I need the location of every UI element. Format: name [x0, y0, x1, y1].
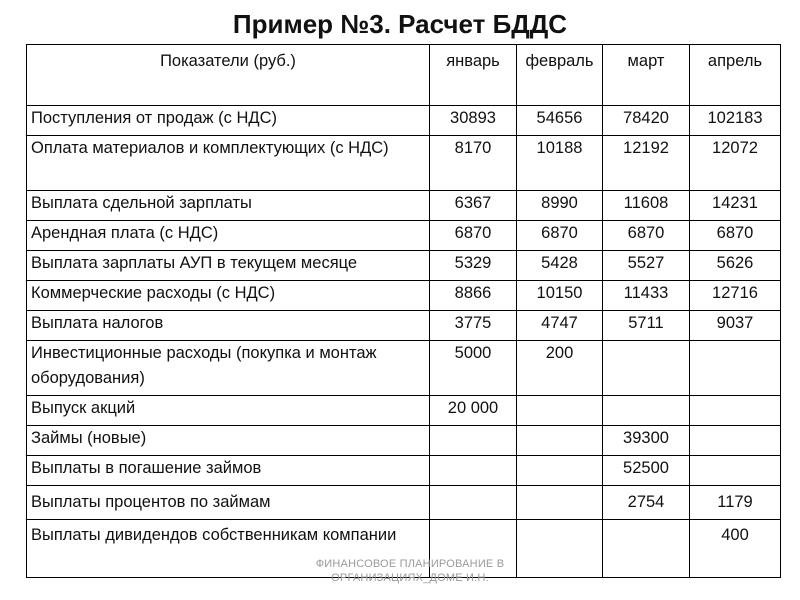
cell-april: 12072: [690, 136, 781, 191]
row-label: Выплаты в погашение займов: [27, 456, 430, 486]
cell-april: 6870: [690, 221, 781, 251]
cell-february: [517, 396, 603, 426]
cell-february: [517, 520, 603, 578]
cell-february: 10188: [517, 136, 603, 191]
row-label: Выплаты процентов по займам: [27, 486, 430, 520]
header-january: январь: [430, 45, 517, 106]
cell-april: 14231: [690, 191, 781, 221]
cell-january: 5000: [430, 341, 517, 396]
cell-march: 78420: [603, 106, 690, 136]
cell-march: 6870: [603, 221, 690, 251]
row-label: Займы (новые): [27, 426, 430, 456]
header-february: февраль: [517, 45, 603, 106]
cell-april: 400: [690, 520, 781, 578]
row-label: Выплаты дивидендов собственникам компании: [27, 520, 430, 578]
table-row: [27, 396, 781, 426]
footer-watermark: ФИНАНСОВОЕ ПЛАНИРОВАНИЕ В ОРГАНИЗАЦИЯХ_ДОМЕ И.Н.: [315, 558, 505, 584]
table-row: [27, 426, 781, 456]
bdds-table: [26, 44, 781, 578]
cell-january: 8866: [430, 281, 517, 311]
cell-january: 20 000: [430, 396, 517, 426]
table-row: [27, 311, 781, 341]
cell-april: [690, 341, 781, 396]
cell-february: 6870: [517, 221, 603, 251]
table-row: [27, 281, 781, 311]
cell-february: 5428: [517, 251, 603, 281]
cell-february: 8990: [517, 191, 603, 221]
cell-april: 1179: [690, 486, 781, 520]
cell-april: 9037: [690, 311, 781, 341]
cell-january: 6367: [430, 191, 517, 221]
cell-march: 5527: [603, 251, 690, 281]
table-row: [27, 456, 781, 486]
row-label: Выпуск акций: [27, 396, 430, 426]
cell-april: 5626: [690, 251, 781, 281]
cell-february: 4747: [517, 311, 603, 341]
table-row: [27, 341, 781, 396]
row-label: Выплата налогов: [27, 311, 430, 341]
table-header-row: [27, 45, 781, 106]
row-label: Оплата материалов и комплектующих (с НДС): [27, 136, 430, 191]
row-label: Выплата зарплаты АУП в текущем месяце: [27, 251, 430, 281]
cell-january: 8170: [430, 136, 517, 191]
cell-january: 6870: [430, 221, 517, 251]
table-row: [27, 191, 781, 221]
cell-march: 11608: [603, 191, 690, 221]
cell-march: [603, 396, 690, 426]
cell-january: [430, 486, 517, 520]
cell-march: 5711: [603, 311, 690, 341]
row-label: Выплата сдельной зарплаты: [27, 191, 430, 221]
header-march: март: [603, 45, 690, 106]
table-row: [27, 136, 781, 191]
cell-january: 30893: [430, 106, 517, 136]
cell-april: [690, 396, 781, 426]
cell-january: [430, 426, 517, 456]
cell-march: 2754: [603, 486, 690, 520]
table-row: [27, 221, 781, 251]
cell-january: [430, 456, 517, 486]
table-row: [27, 251, 781, 281]
cell-march: [603, 520, 690, 578]
cell-april: [690, 426, 781, 456]
table-row: [27, 106, 781, 136]
cell-april: [690, 456, 781, 486]
cell-april: 12716: [690, 281, 781, 311]
cell-february: [517, 486, 603, 520]
header-indicator: Показатели (руб.): [27, 45, 430, 106]
cell-march: [603, 341, 690, 396]
header-april: апрель: [690, 45, 781, 106]
cell-march: 52500: [603, 456, 690, 486]
cell-february: 200: [517, 341, 603, 396]
cell-march: 11433: [603, 281, 690, 311]
cell-february: 10150: [517, 281, 603, 311]
cell-march: 12192: [603, 136, 690, 191]
cell-january: 5329: [430, 251, 517, 281]
cell-february: [517, 426, 603, 456]
table-row: [27, 486, 781, 520]
cell-january: 3775: [430, 311, 517, 341]
row-label: Поступления от продаж (с НДС): [27, 106, 430, 136]
cell-april: 102183: [690, 106, 781, 136]
slide-title: Пример №3. Расчет БДДС: [232, 9, 568, 39]
cell-february: 54656: [517, 106, 603, 136]
row-label: Арендная плата (с НДС): [27, 221, 430, 251]
row-label: Коммерческие расходы (с НДС): [27, 281, 430, 311]
cell-february: [517, 456, 603, 486]
row-label: Инвестиционные расходы (покупка и монтаж оборудования): [27, 341, 430, 396]
cell-march: 39300: [603, 426, 690, 456]
